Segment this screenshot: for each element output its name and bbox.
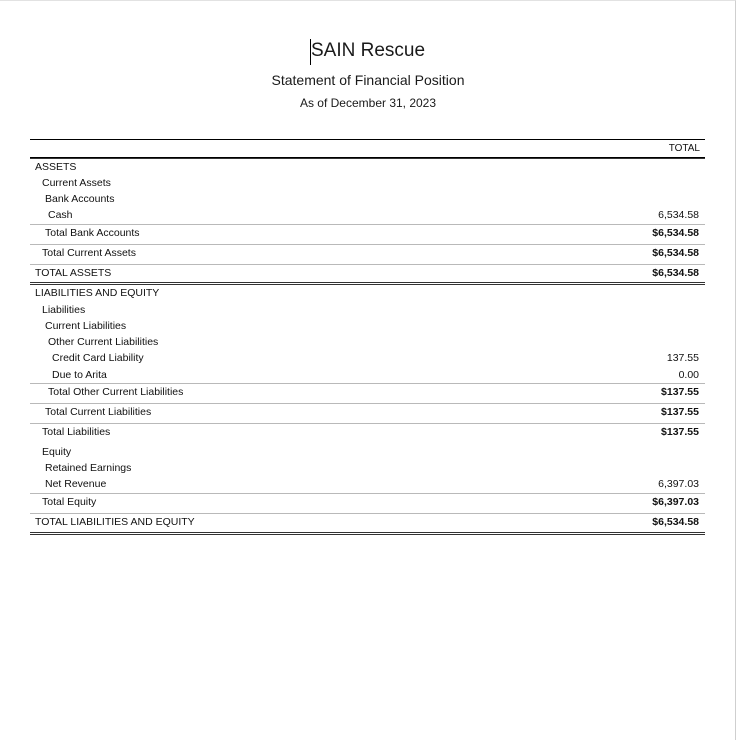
company-name[interactable]: SAIN Rescue xyxy=(310,40,426,61)
total-row xyxy=(30,244,705,264)
row-label: Total Bank Accounts xyxy=(45,227,140,239)
row-label: TOTAL LIABILITIES AND EQUITY xyxy=(35,516,195,528)
row-amount[interactable]: 137.55 xyxy=(666,352,699,364)
row-amount[interactable]: 6,534.58 xyxy=(658,209,699,221)
row-amount[interactable]: $6,534.58 xyxy=(652,227,699,239)
section-row xyxy=(30,158,705,175)
total-row xyxy=(30,383,705,403)
group-row xyxy=(30,318,705,334)
row-label: Total Equity xyxy=(42,496,97,508)
total-row xyxy=(30,224,705,244)
report-date: As of December 31, 2023 xyxy=(299,96,437,110)
financial-report-table xyxy=(30,139,705,535)
row-label: Liabilities xyxy=(42,304,86,316)
row-label: LIABILITIES AND EQUITY xyxy=(35,287,160,299)
row-label: Bank Accounts xyxy=(45,193,115,205)
row-amount[interactable]: $6,534.58 xyxy=(652,267,699,279)
row-label: Equity xyxy=(42,446,72,458)
row-label: Credit Card Liability xyxy=(52,352,144,364)
row-amount[interactable]: $137.55 xyxy=(661,406,699,418)
account-row[interactable] xyxy=(30,207,705,224)
section-row xyxy=(30,285,705,302)
row-label: Total Current Liabilities xyxy=(45,406,152,418)
row-label: Total Current Assets xyxy=(42,247,136,259)
grand-total-row xyxy=(30,513,705,535)
group-row xyxy=(30,175,705,191)
column-header-total: TOTAL xyxy=(668,143,700,154)
account-row[interactable] xyxy=(30,460,705,476)
row-amount[interactable]: 6,397.03 xyxy=(658,478,699,490)
group-row xyxy=(30,334,705,350)
group-row xyxy=(30,191,705,207)
row-amount[interactable]: $6,397.03 xyxy=(652,496,699,508)
total-row xyxy=(30,423,705,444)
total-row xyxy=(30,403,705,423)
row-amount[interactable]: $137.55 xyxy=(661,426,699,438)
row-label: Other Current Liabilities xyxy=(48,336,159,348)
account-row[interactable] xyxy=(30,476,705,493)
group-row xyxy=(30,444,705,460)
row-label: Net Revenue xyxy=(45,478,107,490)
column-header-row xyxy=(30,139,705,158)
row-label: Current Liabilities xyxy=(45,320,127,332)
row-amount[interactable]: $137.55 xyxy=(661,386,699,398)
total-row xyxy=(30,493,705,513)
row-amount[interactable]: $6,534.58 xyxy=(652,247,699,259)
row-label: Current Assets xyxy=(42,177,111,189)
account-row[interactable] xyxy=(30,350,705,367)
row-label: ASSETS xyxy=(35,161,77,173)
row-label: Total Liabilities xyxy=(42,426,111,438)
group-row xyxy=(30,302,705,318)
row-amount[interactable]: $6,534.58 xyxy=(652,516,699,528)
account-row[interactable] xyxy=(30,367,705,383)
row-label: Total Other Current Liabilities xyxy=(48,386,184,398)
row-label: Due to Arita xyxy=(52,369,107,381)
row-label: TOTAL ASSETS xyxy=(35,267,112,279)
report-title: Statement of Financial Position xyxy=(271,72,465,88)
row-amount[interactable]: 0.00 xyxy=(678,369,699,381)
row-label: Cash xyxy=(48,209,73,221)
grand-total-row xyxy=(30,264,705,285)
row-label: Retained Earnings xyxy=(45,462,132,474)
